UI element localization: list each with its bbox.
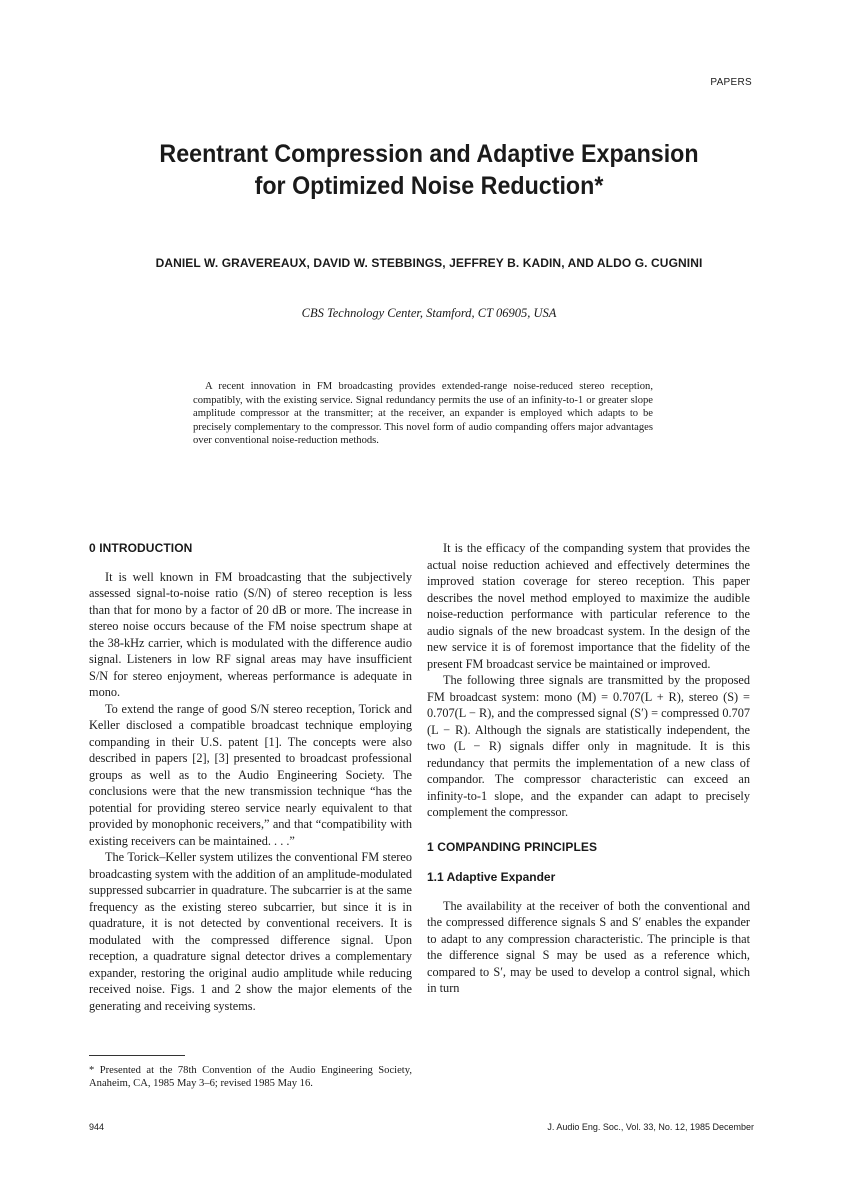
right-column (427, 540, 750, 997)
paper-title (30, 138, 828, 202)
companding-principles-heading: 1 COMPANDING PRINCIPLES (427, 839, 598, 854)
affiliation: CBS Technology Center, Stamford, CT 06905, USA (301, 306, 557, 320)
left-column (89, 540, 412, 1014)
footnote: * Presented at the 78th Convention of the Audio Engineering Society, Anaheim, CA, 1985 May 3–6; revised 1985 May 16. (89, 1065, 412, 1089)
intro-paragraph-4: It is the efficacy of the companding system that provides the actual noise reduction achieved and effectively determines the improved station coverage for stereo reception. This paper describes the novel method employed to maximize the audible noise-reduction performance with particular reference to the audio signals of the new broadcast system. In the design of the new service it is of foremost importance that the fidelity of the present FM broadcast service be maintained or improved. (427, 541, 750, 671)
intro-paragraph-3: The Torick–Keller system utilizes the conventional FM stereo broadcasting system with the addition of an amplitude-modulated suppressed subcarrier in quadrature. The subcarrier is at the same frequency as the existing stereo subcarrier, but since it is in quadrature, it is not detected by conventional receivers. It is modulated with the compressed difference signal. Upon reception, a quadrature signal detector drives a complementary expander, restoring the original audio amplitude while reducing received noise. Figs. 1 and 2 show the major elements of the generating and receiving systems. (89, 850, 412, 1013)
footnote-divider (89, 1055, 185, 1056)
title-line-1: Reentrant Compression and Adaptive Expansion (159, 140, 699, 168)
page-number: 944 (89, 1122, 105, 1132)
intro-paragraph-2: To extend the range of good S/N stereo reception, Torick and Keller disclosed a compatible broadcast technique employing companding in their U.S. patent [1]. The concepts were also described in papers [2], [3] presented to broadcast professional groups as well as to the Audio Engineering Society. The conclusions were that the new transmission technique “has the potential for providing stereo service nearly equivalent to that provided by monophonic receivers,” and that “compatibility with existing receivers can be maintained. . . .” (89, 701, 412, 848)
abstract: A recent innovation in FM broadcasting provides extended-range noise-reduced stereo reception, compatibly, with the existing service. Signal redundancy permits the use of an infinity-to-1 or greater slope amplitude compressor at the transmitter; at the receiver, an expander is employed which adapts to be precisely complementary to the compressor. This novel form of audio companding offers major advantages over conventional noise-reduction methods. (193, 381, 653, 447)
section-label: PAPERS (710, 77, 752, 88)
title-line-2: for Optimized Noise Reduction* (254, 172, 604, 200)
intro-paragraph-1: It is well known in FM broadcasting that the subjectively assessed signal-to-noise ratio (S/N) of stereo reception is less than that for mono by a factor of 20 dB or more. The increase in stereo noise occurs because of the FM noise spectrum shape at the 38-kHz carrier, which is modulated with the difference audio signal. Listeners in low RF signal areas may have insufficient S/N for stereo enjoyment, whereas performance is adequate in mono. (89, 569, 412, 699)
introduction-heading: 0 INTRODUCTION (89, 541, 193, 555)
intro-paragraph-5: The following three signals are transmitted by the proposed FM broadcast system: mono (M) = 0.707(L + R), stereo (S) = 0.707(L − R), and the compressed signal (S′) = compressed 0.707 (L − R). Although the signals are statistically independent, the two (L − R) signals differ only in magnitude. It is this redundancy that permits the implementation of a new class of compandor. The compressor characteristic can exceed an infinity-to-1 slope, and the expander can adapt to precisely complement the compressor. (427, 673, 750, 819)
expander-paragraph-1: The availability at the receiver of both the conventional and the compressed difference signals S and S′ enables the expander to adapt to any compression characteristic. The principle is that the difference signal S may be used as a reference which, compared to S′, may be used to develop a control signal, which in turn (427, 898, 750, 995)
author-list: DANIEL W. GRAVEREAUX, DAVID W. STEBBINGS, JEFFREY B. KADIN, AND ALDO G. CUGNINI (155, 256, 703, 270)
journal-reference: J. Audio Eng. Soc., Vol. 33, No. 12, 1985 December (547, 1122, 754, 1132)
adaptive-expander-heading: 1.1 Adaptive Expander (427, 870, 556, 884)
